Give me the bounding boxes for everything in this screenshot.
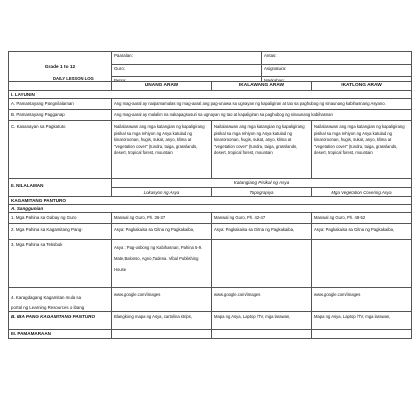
karagdagang-day1: www.google.com/images [112, 288, 212, 311]
karagdagang-label [9, 288, 112, 311]
iba-pang-kagamitan-row [9, 312, 412, 330]
karagdagang-day2: www.google.com/images [212, 288, 312, 311]
pamantayang-pangnilalaman-text: Ang mag-aaral ay naipamamalas ng mag-aaral ang pag-unawa sa ugnayan ng kapaligiran at tao sa paghubog ng sinaunang kabihasnang Asyano. [112, 99, 412, 109]
grade-cell [9, 52, 112, 81]
nilalaman-title: II. NILALAMAN [9, 179, 112, 196]
pamantayang-pangnilalaman-row [9, 99, 412, 110]
nilalaman-topic-1: Lokasyon ng Asya [112, 188, 212, 196]
header-block [9, 52, 412, 82]
gabay-guro-label: 1. Mga Pahina sa Gabay ng Guro [9, 213, 112, 223]
guro-field: Guro: [112, 65, 261, 77]
nilalaman-topic-2: Topograpiya [212, 188, 312, 196]
header-right-fields [262, 52, 412, 81]
karagdagang-label-line-1: 4. Karagdagang Kagamitan mula sa [11, 295, 82, 300]
pamantayang-pangnilalaman-label: A. Pamantayang Pangnilalaman [9, 99, 112, 109]
karagdagang-day3: www.google.com/images [312, 288, 412, 311]
kagamitan-title: KAGAMITANG PANTURO [9, 197, 412, 204]
layunin-title: I. LAYUNIN [9, 91, 412, 98]
day-header-2: IKALAWANG ARAW [212, 82, 312, 90]
teksbuk-line-2: Mate,Balonso, Agno,Tadena. Vibal Publishing [114, 256, 199, 261]
paaralan-field: Paaralan: [112, 52, 261, 65]
teksbuk-day3 [312, 240, 412, 287]
kasanayan-day3: Nailalarawan ang mga katangian ng kapaligirang pisikal sa mga rehiyon ng Asya katulad ng kinaroroonan, hugis, sukat, anyo, klima at "vegetation cover" (tundra, taiga, grasslands, desert, tropical forest, mountain [312, 121, 412, 178]
karagdagang-label-line-2: portal ng Learning Resources o ibang [11, 305, 85, 310]
daily-lesson-log-table [8, 51, 412, 339]
kasanayan-day2: Nailalarawan ang mga katangian ng kapaligirang pisikal sa mga rehiyon ng Asya katulad ng kinaroroonan, hugis, sukat, anyo, klima at "vegetation cover" (tundra, taiga, grasslands, desert, tropical forest, mountain [212, 121, 312, 178]
teksbuk-day1 [112, 240, 212, 287]
gabay-guro-day1: Manwal ng Guro, Ph. 36-37 [112, 213, 212, 223]
nilalaman-row [9, 179, 412, 197]
layunin-title-row [9, 91, 412, 99]
header-left-fields [112, 52, 262, 81]
sanggunian-label: A. Sanggunian [9, 205, 412, 212]
dll-label: DAILY LESSON LOG [53, 76, 94, 81]
pamamaraan-title: III. PAMAMARAAN [9, 330, 112, 338]
iba-pang-day1: Blangkong mapa ng Asya, cartolina strips, [112, 312, 212, 329]
day-header-3: IKATLONG ARAW [312, 82, 412, 90]
day-header-row [9, 82, 412, 91]
kagamitan-title-row [9, 197, 412, 205]
pamamaraan-row [9, 330, 412, 339]
nilalaman-main: Katangiang Pisikal ng Asya [112, 179, 411, 188]
sanggunian-row [9, 205, 412, 213]
kagamitang-pang-mag-aaral-row [9, 224, 412, 240]
gabay-guro-day3: Manwal ng Guro, Ph. 48-52 [312, 213, 412, 223]
kasanayan-row [9, 121, 412, 179]
pamantayang-pagganap-label: B. Pamantayang Pagganap [9, 110, 112, 120]
petsa-field: Petsa: [114, 78, 127, 81]
grade-label: Grade 1 to 12 [44, 65, 76, 70]
kagamitang-pang-day1: Asya: Pagkakaisa sa Gitna ng Pagkakaiba, [112, 224, 212, 239]
day-header-1: UNANG ARAW [112, 82, 212, 90]
kagamitang-pang-label: 2. Mga Pahina sa Kagamitang Pang- [9, 224, 112, 239]
antas-field: Antas: [262, 52, 411, 65]
iba-pang-kagamitan-label: B. IBA PANG KAGAMITANG PANTURO [9, 312, 112, 329]
kasanayan-label: C. Kasanayan sa Pagkatuto [9, 121, 112, 178]
gabay-guro-row [9, 213, 412, 224]
kagamitang-pang-day3: Asya: Pagkakaisa sa Gitna ng Pagkakaiba, [312, 224, 412, 239]
pamantayang-pagganap-text: Ang mag-aaral ay malalim na nakapagsusuri sa ugnayan ng tao at kapaligiran sa paghubog ng sinaunang kabihasnan [112, 110, 412, 120]
teksbuk-row [9, 240, 412, 288]
nilalaman-topic-3: Mga Vegetation Covering Asya [331, 190, 392, 195]
iba-pang-day3: Mapa ng Asya, Laptop /TV, mga larawan, [312, 312, 412, 329]
teksbuk-line-3: House [114, 267, 127, 272]
markahan-field: Markahan: [264, 78, 285, 81]
teksbuk-day2 [212, 240, 312, 287]
gabay-guro-day2: Manwal ng Guro, Ph. 42-47 [212, 213, 312, 223]
kasanayan-day1: Nailalarawan ang mga katangian ng kapaligirang pisikal sa mga rehiyon ng Asya katulad ng kinaroroonan, hugis, sukat, anyo, klima at "vegetation cover" (tundra, taiga, grasslands, desert, tropical forest, mountain [112, 121, 212, 178]
kagamitang-pang-day2: Asya: Pagkakaisa sa Gitna ng Pagkakaiba, [212, 224, 312, 239]
iba-pang-day2: Mapa ng Asya, Laptop /TV, mga larawan, [212, 312, 312, 329]
karagdagang-kagamitan-row [9, 288, 412, 312]
asignatura-field: Asignatura: [262, 65, 411, 77]
pamantayang-pagganap-row [9, 110, 412, 121]
teksbuk-line-1: Asya : Pag-usbong ng Kabihasnan, Pahina 5-9. [114, 245, 203, 250]
teksbuk-label: 3. Mga Pahina sa Teksbuk [9, 240, 112, 287]
